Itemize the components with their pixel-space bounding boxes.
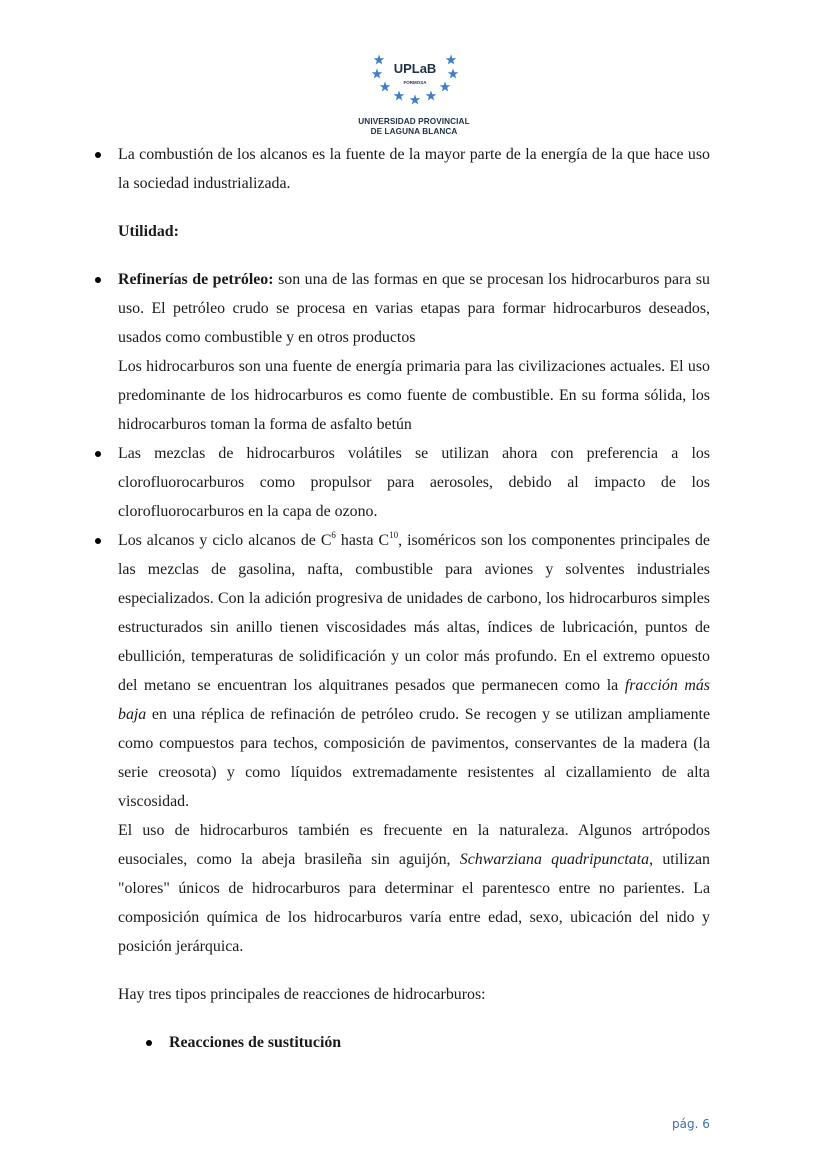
star-icon <box>374 54 385 64</box>
document-body <box>118 140 710 1057</box>
university-name-line2: DE LAGUNA BLANCA <box>370 127 458 136</box>
logo-subtext: FORMOSA <box>403 80 427 85</box>
naturaleza-text-b: , utilizan "olores" únicos de hidrocarburos para determinar el parentesco entre no parientes. La composición química de los hidrocarburos varía entre edad, sexo, ubicación del nido y posición jerárquica. <box>118 851 710 955</box>
alcanos-sup-6: 6 <box>331 530 336 540</box>
star-icon <box>426 90 437 100</box>
star-icon <box>410 94 421 104</box>
refinerias-text: son una de las formas en que se procesan los hidrocarburos para su uso. El petróleo crudo se procesa en varias etapas para formar hidrocarburos deseados, usados como combustible y en otros productos <box>118 271 711 346</box>
alcanos-text-b: hasta C <box>335 532 390 549</box>
alcanos-text-a: Los alcanos y ciclo alcanos de C <box>118 532 332 549</box>
page-number: pág. 6 <box>672 1117 710 1131</box>
star-icon <box>446 54 457 64</box>
alcanos-text-d: en una réplica de refinación de petróleo crudo. Se recogen y se utilizan ampliamente como compuestos para techos, composición de pavimentos, conservantes de la madera (la serie creosota) y como líquidos extremadamente resistentes al cizallamiento de alta viscosidad. <box>118 706 710 810</box>
alcanos-sup-10: 10 <box>389 530 399 540</box>
star-icon <box>380 81 391 91</box>
paragraph-mezclas: Las mezclas de hidrocarburos volátiles se utilizan ahora con preferencia a los clorofluorocarburos como propulsor para aerosoles, debido al impacto de los clorofluorocarburos en la capa de ozono. <box>118 439 710 526</box>
star-icon <box>440 81 451 91</box>
paragraph-combustion: La combustión de los alcanos es la fuente de la mayor parte de la energía de la que hace uso la sociedad industrializada. <box>118 140 710 198</box>
list-item-sustitucion: Reacciones de sustitución <box>169 1028 710 1057</box>
paragraph-refinerias <box>118 265 710 352</box>
paragraph-energia: Los hidrocarburos son una fuente de energía primaria para las civilizaciones actuales. El uso predominante de los hidrocarburos es como fuente de combustible. En su forma sólida, los hidrocarburos toman la forma de asfalto betún <box>118 358 710 433</box>
star-icon <box>448 68 459 78</box>
paragraph-alcanos <box>118 526 710 816</box>
naturaleza-text-a: El uso de hidrocarburos también es frecuente en la naturaleza. Algunos artrópodos eusociales, como la abeja brasileña sin aguijón, <box>118 822 710 868</box>
alcanos-text-c: , isoméricos son los componentes principales de las mezclas de gasolina, nafta, combustible para aviones y solventes industriales especializados. Con la adición progresiva de unidades de carbono, los hidrocarburos simples estructurados sin anillo tienen viscosidades más altas, índices de lubricación, puntos de ebullición, temperaturas de solidificación y un color más profundo. En el extremo opuesto del metano se encuentran los alquitranes pesados que permanecen como la <box>118 532 710 694</box>
star-icon <box>394 90 405 100</box>
alcanos-italic: fracción más baja <box>118 677 710 723</box>
species-name: Schwarziana quadripunctata <box>459 851 650 868</box>
utilidad-heading: Utilidad: <box>118 223 179 240</box>
paragraph-naturaleza <box>118 816 710 961</box>
paragraph-tipos: Hay tres tipos principales de reacciones de hidrocarburos: <box>118 986 486 1003</box>
logo-text: UPLaB <box>393 61 437 76</box>
refinerias-term: Refinerías de petróleo: <box>118 271 274 288</box>
star-icon <box>372 68 383 78</box>
university-name <box>340 117 488 137</box>
university-name-line1: UNIVERSIDAD PROVINCIAL <box>358 117 470 126</box>
